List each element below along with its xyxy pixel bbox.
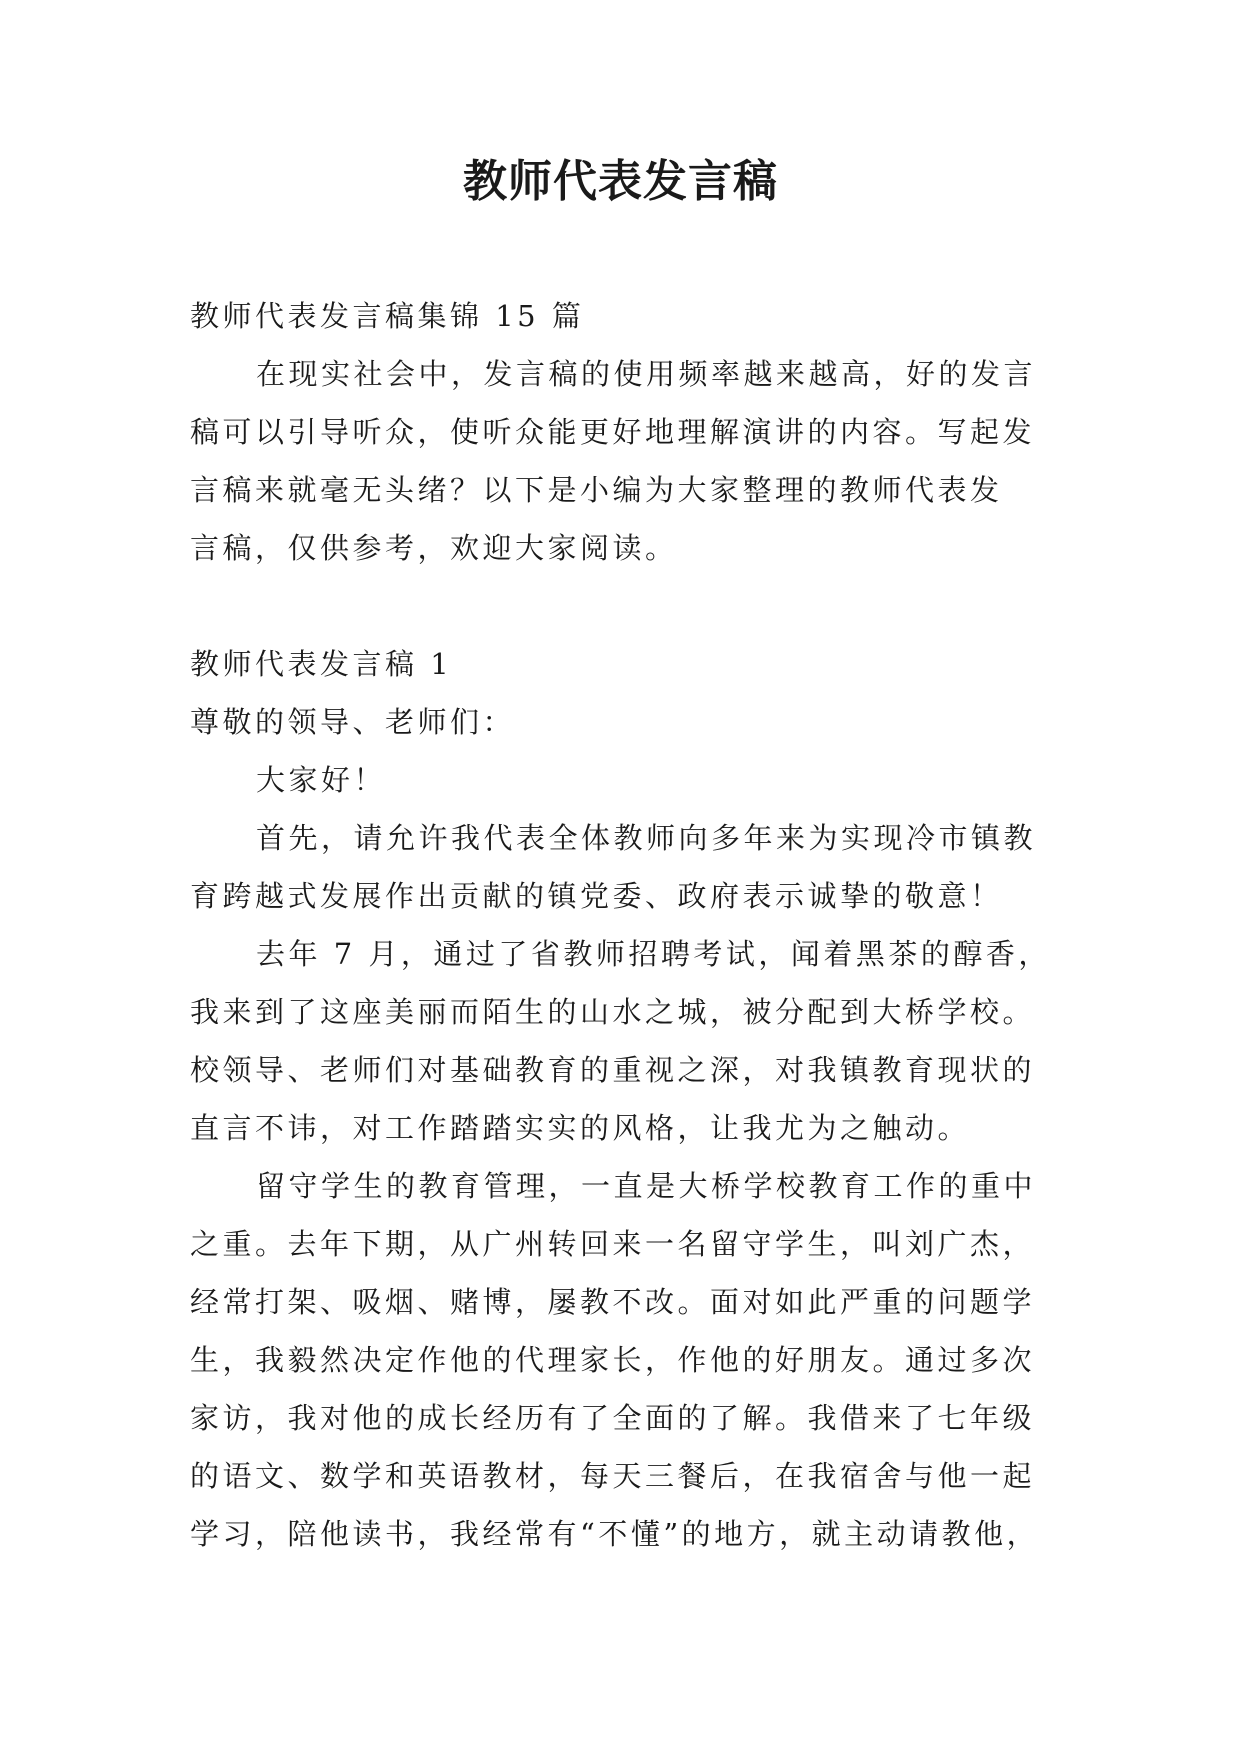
paragraph-line: 首先，请允许我代表全体教师向多年来为实现冷市镇教: [256, 821, 1037, 855]
speech-paragraph-2: [190, 925, 1060, 1157]
paragraph-line: 去年 7 月，通过了省教师招聘考试，闻着黑茶的醇香，: [256, 937, 1051, 971]
paragraph-line: 之重。去年下期，从广州转回来一名留守学生，叫刘广杰，: [190, 1227, 1036, 1261]
paragraph-line: 直言不讳，对工作踏踏实实的风格，让我尤为之触动。: [190, 1111, 971, 1145]
paragraph-line: 留守学生的教育管理，一直是大桥学校教育工作的重中: [256, 1169, 1037, 1203]
paragraph-line: 稿可以引导听众，使听众能更好地理解演讲的内容。写起发: [190, 415, 1036, 449]
paragraph-line: 言稿来就毫无头绪？以下是小编为大家整理的教师代表发: [190, 473, 1003, 507]
paragraph-line: 经常打架、吸烟、赌博，屡教不改。面对如此严重的问题学: [190, 1285, 1036, 1319]
section-heading: 教师代表发言稿 1: [190, 647, 453, 681]
blank-line: [190, 577, 1060, 635]
paragraph-line: 学习，陪他读书，我经常有“不懂”的地方，就主动请教他，: [190, 1517, 1040, 1551]
salutation: 尊敬的领导、老师们：: [190, 705, 516, 739]
collection-subtitle: 教师代表发言稿集锦 15 篇: [190, 299, 585, 333]
paragraph-line: 家访，我对他的成长经历有了全面的了解。我借来了七年级: [190, 1401, 1036, 1435]
paragraph-line: 的语文、数学和英语教材，每天三餐后，在我宿舍与他一起: [190, 1459, 1036, 1493]
document-body: [190, 287, 1060, 1563]
intro-paragraph: [190, 345, 1060, 577]
speech-paragraph-3: [190, 1157, 1060, 1563]
greeting: 大家好！: [256, 763, 387, 797]
paragraph-line: 育跨越式发展作出贡献的镇党委、政府表示诚挚的敬意！: [190, 879, 1003, 913]
speech-paragraph-1: [190, 809, 1060, 925]
paragraph-line: 校领导、老师们对基础教育的重视之深，对我镇教育现状的: [190, 1053, 1036, 1087]
paragraph-line: 言稿，仅供参考，欢迎大家阅读。: [190, 531, 678, 565]
paragraph-line: 我来到了这座美丽而陌生的山水之城，被分配到大桥学校。: [190, 995, 1036, 1029]
document-title: 教师代表发言稿: [463, 156, 778, 207]
paragraph-line: 在现实社会中，发言稿的使用频率越来越高，好的发言: [256, 357, 1037, 391]
paragraph-line: 生，我毅然决定作他的代理家长，作他的好朋友。通过多次: [190, 1343, 1036, 1377]
